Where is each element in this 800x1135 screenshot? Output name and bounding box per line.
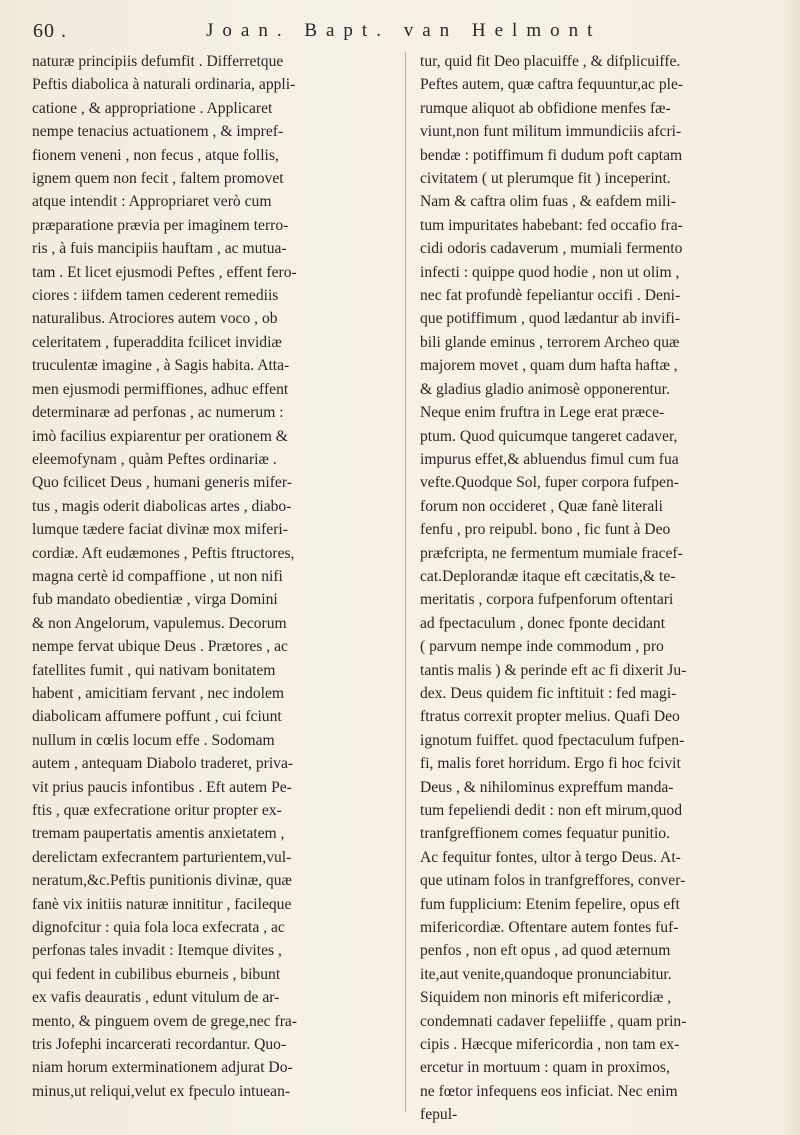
text-line: fatellites fumit , qui nativam bonitatem (32, 661, 276, 679)
text-line: habent , amicitiam fervant , nec indolem (32, 684, 285, 702)
text-line: præfcripta, ne fermentum mumiale fracef- (420, 544, 683, 562)
text-line: Peftis diabolica à naturali ordinaria, appli- (32, 76, 296, 94)
running-head (30, 10, 770, 44)
text-line: naturæ principiis defumfit . Differretque (32, 53, 284, 70)
text-line: tam . Et licet ejusmodi Peftes , effent fero- (32, 263, 297, 281)
page-edge-shadow (782, 0, 800, 1135)
text-line: ercetur in mortuum : quam in proximos, (420, 1059, 670, 1077)
text-line: neratum,&c.Peftis punitionis divinæ, quæ (32, 872, 292, 890)
text-line: præparatione prævia per imaginem terro- (32, 216, 289, 234)
text-line: nec fat profundè fepeliantur occifi . Deni- (420, 287, 681, 305)
text-line: Neque enim fruftra in Lege erat præce- (420, 404, 665, 422)
text-line: qui fedent in cubilibus eburneis , bibunt (32, 965, 281, 983)
text-line: ( parvum nempe inde commodum , pro (420, 638, 664, 656)
running-head-title: Joan. Bapt. van Helmont (206, 20, 602, 41)
text-line: diabolicam affumere poffunt , cui fciunt (32, 708, 282, 726)
text-line: ite,aut venite,quandoque pronunciabitur. (420, 965, 672, 983)
text-line: catione , & appropriatione . Applicaret (32, 99, 273, 117)
text-line: Quo fcilicet Deus , humani generis mifer- (32, 474, 292, 492)
text-line: eleemofynam , quàm Peftes ordinariæ . (32, 450, 277, 468)
text-line: rumque aliquot ab obfidione menfes fæ- (420, 99, 671, 117)
text-line: men ejusmodi permiffiones, adhuc effent (32, 380, 289, 398)
text-line: dex. Deus quidem fic inftituit : fed magi- (420, 684, 677, 702)
text-line: dignofcitur : quia fola loca exfecrata , ac (32, 919, 285, 937)
text-line: mifericordiæ. Oftentare autem fontes fuf- (420, 919, 679, 937)
text-line: nempe fervat ubique Deus . Prætores , ac (32, 638, 288, 656)
text-line: tur, quid fit Deo placuiffe , & difplicuiffe. (420, 53, 681, 70)
page-number: 60 . (33, 20, 67, 42)
text-line: tremam paupertatis amentis anxietatem , (32, 825, 285, 843)
text-line: & gladius gladio animosè opponerentur. (420, 380, 670, 398)
text-line: nullum in cœlis locum effe . Sodomam (32, 731, 275, 749)
text-line: naturalibus. Atrociores autem voco , ob (32, 310, 278, 328)
text-line: impurus effet,& abluendus fimul cum fua (420, 450, 679, 468)
text-line: vefte.Quodque Sol, fuper corpora fufpen- (420, 474, 679, 492)
text-line: penfos , non eft opus , ad quod æternum (420, 942, 671, 960)
text-line: que utinam folos in tranfgreffores, conver- (420, 872, 686, 890)
text-line: ad fpectaculum , donec fponte decidant (420, 614, 666, 632)
text-line: Deus , & nihilominus expreffum manda- (420, 778, 674, 796)
text-line: cat.Deplorandæ itaque eft cæcitatis,& te- (420, 567, 676, 585)
text-line: fionem veneni , non fecus , atque follis, (32, 146, 279, 164)
text-line: derelictam exfecrantem parturientem,vul- (32, 848, 292, 866)
text-line: Nam & caftra olim fuas , & eafdem mili- (420, 193, 676, 211)
column-divider (405, 52, 406, 1112)
text-line: determinaræ ad perfonas , ac numerum : (32, 404, 284, 422)
text-line: truculentæ imagine , à Sagis habita. Atta- (32, 357, 290, 375)
text-line: tranfgreffionem comes fequatur punitio. (420, 825, 670, 843)
text-line: viunt,non funt militum immundiciis afcri- (420, 123, 682, 141)
text-line: forum non occideret , Quæ fanè literali (420, 497, 663, 515)
text-line: ptum. Quod quicumque tangeret cadaver, (420, 427, 678, 445)
text-line: ex vafis deauratis , edunt vitulum de ar- (32, 989, 280, 1007)
text-line: Peftes autem, quæ caftra fequuntur,ac ple- (420, 76, 684, 94)
text-line: autem , antequam Diabolo traderet, priva- (32, 755, 294, 773)
text-line: tus , magis oderit diabolicas artes , diabo- (32, 497, 292, 515)
text-line: lumque tædere faciat divinæ mox miferi- (32, 521, 288, 539)
text-line: ftis , quæ exfecratione oritur propter ex- (32, 802, 282, 819)
text-line: Siquidem non minoris eft mifericordiæ , (420, 989, 672, 1007)
text-line: minus,ut reliqui,velut ex fpeculo intuean- (32, 1082, 291, 1100)
text-line: perfonas tales invadit : Itemque divites , (32, 942, 282, 960)
text-line: ignem quem non fecit , faltem promovet (32, 170, 284, 188)
text-line: cordiæ. Aft eudæmones , Peftis ftructores, (32, 544, 295, 562)
text-line: & non Angelorum, vapulemus. Decorum (32, 614, 287, 632)
text-line: imò facilius expiarentur per orationem & (32, 427, 288, 445)
text-line: civitatem ( ut plerumque fit ) inceperint. (420, 170, 671, 188)
right-text-column (420, 50, 786, 1127)
text-line: magna certè id compaffione , ut non nifi (32, 567, 283, 585)
text-line: infecti : quippe quod hodie , non ut olim , (420, 263, 680, 281)
text-line: bili glande eminus , terrorem Archeo quæ (420, 333, 680, 351)
text-line: vit prius paucis infontibus . Eft autem Pe- (32, 778, 292, 796)
text-line: tantis malis ) & perinde eft ac fi dixerit Ju- (420, 661, 687, 679)
text-line: cidi odoris cadaverum , mumiali fermento (420, 240, 683, 258)
text-line: bendæ : potiffimum fi dudum poft captam (420, 146, 683, 164)
text-line: mento, & pinguem ovem de grege,nec fra- (32, 1012, 297, 1030)
text-line: fanè vix initiis naturæ innititur , facileque (32, 895, 292, 913)
left-text-column (32, 50, 396, 1103)
text-line: ne fœtor infequens eos inficiat. Nec enim (420, 1082, 678, 1100)
text-line: fum fupplicium: Etenim fepelire, opus eft (420, 895, 680, 913)
text-line: Ac fequitur fontes, ultor à tergo Deus. At- (420, 848, 681, 866)
text-line: cipis . Hæcque mifericordia , non tam ex- (420, 1036, 680, 1054)
text-line: celeritatem , fuperaddita fcilicet invidiæ (32, 333, 282, 351)
text-line: fepul- (420, 1106, 458, 1124)
text-line: niam horum exterminationem adjurat Do- (32, 1059, 293, 1077)
text-line: que potiffimum , quod lædantur ab invifi- (420, 310, 681, 328)
text-line: fenfu , pro reipubl. bono , fic funt à Deo (420, 521, 671, 539)
text-line: atque intendit : Appropriaret verò cum (32, 193, 272, 211)
text-line: tris Jofephi incarcerati recordantur. Quo- (32, 1036, 287, 1054)
text-line: fi, malis foret horridum. Ergo fi hoc fcivit (420, 755, 681, 773)
text-line: meritatis , corpora fufpenforum oftentari (420, 591, 674, 609)
text-line: condemnati cadaver fepeliiffe , quam prin- (420, 1012, 687, 1030)
text-line: fub mandato obedientiæ , virga Domini (32, 591, 278, 609)
text-line: ignotum fuiffet. quod fpectaculum fufpen- (420, 731, 685, 749)
text-line: majorem movet , quam dum hafta haftæ , (420, 357, 678, 375)
text-line: ftratus correxit propter melius. Quafi Deo (420, 708, 680, 726)
text-line: tum impuritates habebant: fed occafio fra- (420, 216, 683, 234)
text-line: ris , à fuis mancipiis hauftam , ac mutua- (32, 240, 287, 258)
text-line: nempe tenacius actuationem , & impref- (32, 123, 284, 141)
text-line: ciores : iifdem tamen cederent remediis (32, 287, 279, 305)
text-line: tum fepeliendi dedit : non eft mirum,quod (420, 802, 683, 819)
